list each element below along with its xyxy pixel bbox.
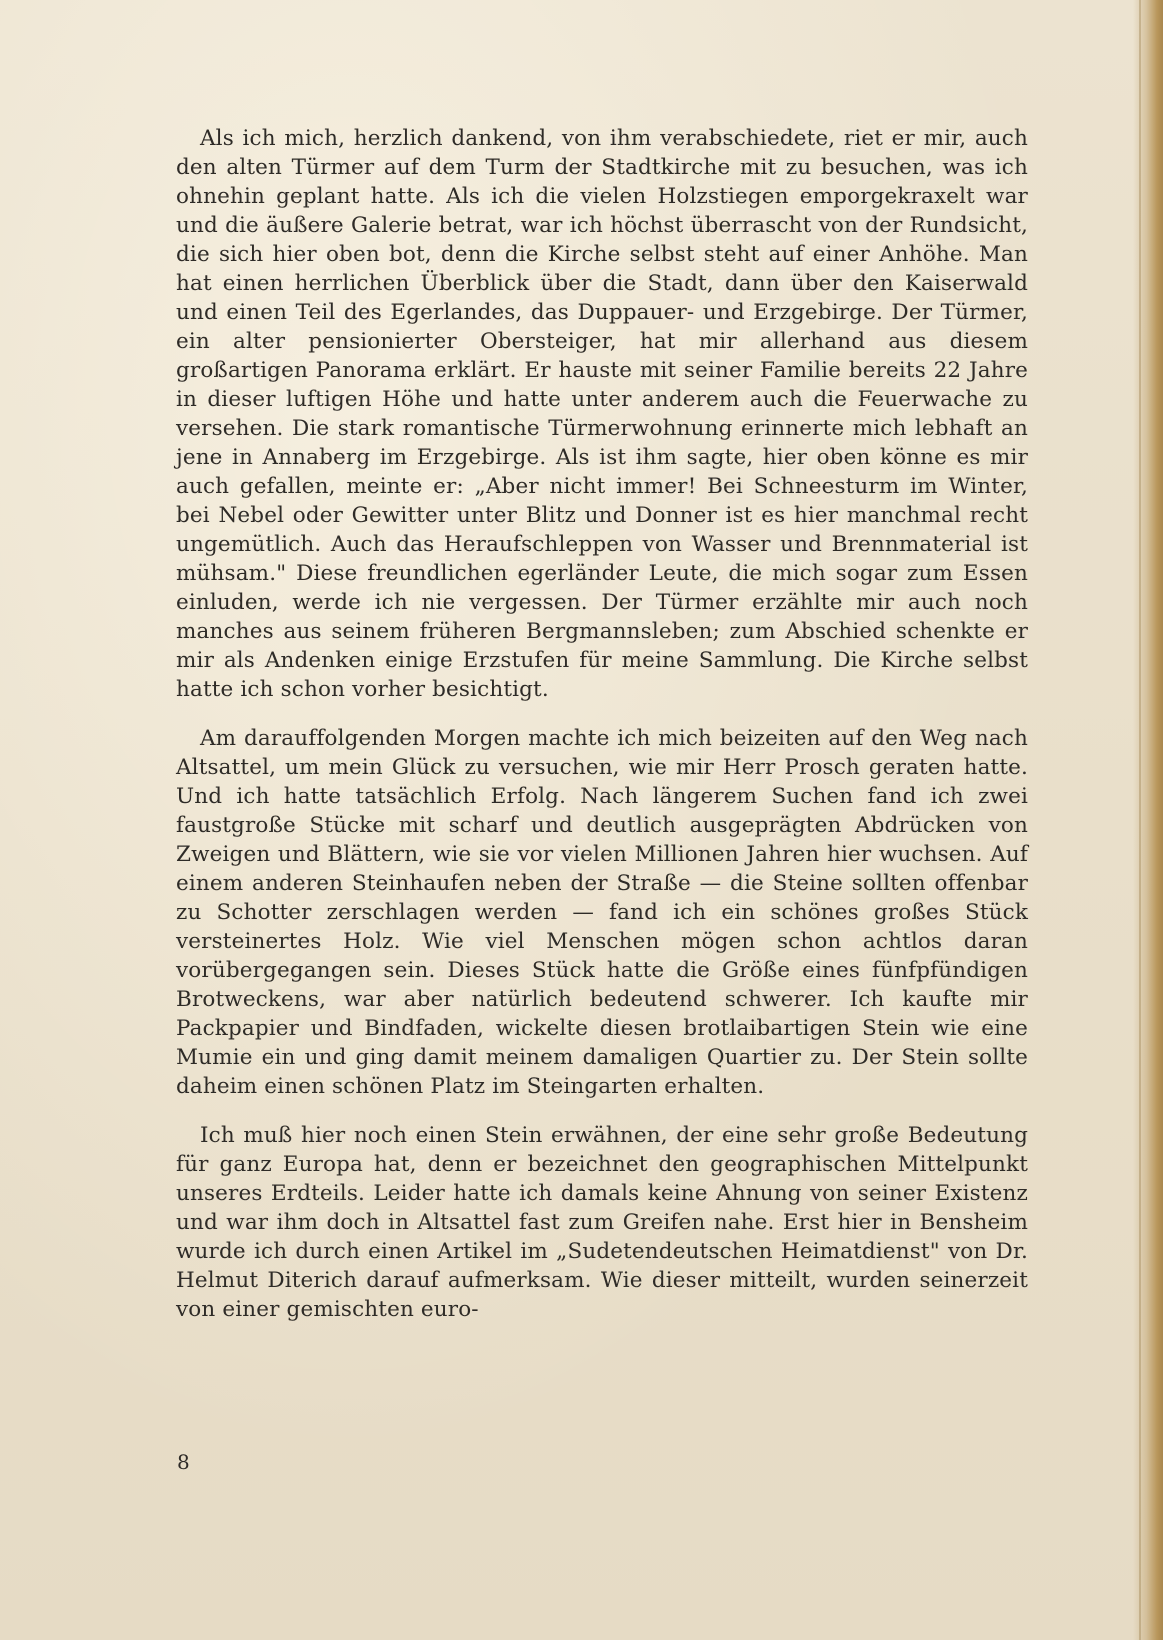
body-text [176, 124, 1028, 1324]
paragraph-2: Am darauffolgenden Morgen machte ich mich beizeiten auf den Weg nach Altsattel, um mein Glück zu versuchen, wie mir Herr Prosch geraten hatte. Und ich hatte tatsächlich Erfolg. Nach längerem Suchen fand ich zwei faustgroße Stücke mit scharf und deutlich ausgeprägten Abdrücken von Zweigen und Blättern, wie sie vor vielen Millionen Jahren hier wuchsen. Auf einem anderen Steinhaufen neben der Straße — die Steine sollten offenbar zu Schotter zerschlagen werden — fand ich ein schönes großes Stück versteinertes Holz. Wie viel Menschen mögen schon achtlos daran vorübergegangen sein. Dieses Stück hatte die Größe eines fünfpfündigen Brotweckens, war aber natürlich bedeutend schwerer. Ich kaufte mir Packpapier und Bindfaden, wickelte diesen brotlaibartigen Stein wie eine Mumie ein und ging damit meinem damaligen Quartier zu. Der Stein sollte daheim einen schönen Platz im Steingarten erhalten. [176, 726, 1028, 1099]
page-number: 8 [177, 1450, 190, 1474]
page-edge-shadow [1133, 0, 1163, 1640]
page-edge-line [1139, 0, 1141, 1640]
paragraph-3: Ich muß hier noch einen Stein erwähnen, der eine sehr große Bedeutung für ganz Europa hat, denn er bezeichnet den geographischen Mittelpunkt unseres Erdteils. Leider hatte ich damals keine Ahnung von seiner Existenz und war ihm doch in Altsattel fast zum Greifen nahe. Erst hier in Bensheim wurde ich durch einen Artikel im „Sudetendeutschen Heimatdienst" von Dr. Helmut Diterich darauf aufmerksam. Wie dieser mitteilt, wurden seinerzeit von einer gemischten euro- [176, 1123, 1028, 1322]
paragraph-1: Als ich mich, herzlich dankend, von ihm verabschiedete, riet er mir, auch den alten Türmer auf dem Turm der Stadtkirche mit zu besuchen, was ich ohnehin geplant hatte. Als ich die vielen Holzstiegen emporgekraxelt war und die äußere Galerie betrat, war ich höchst überrascht von der Rundsicht, die sich hier oben bot, denn die Kirche selbst steht auf einer Anhöhe. Man hat einen herrlichen Überblick über die Stadt, dann über den Kaiserwald und einen Teil des Egerlandes, das Duppauer- und Erzgebirge. Der Türmer, ein alter pensionierter Obersteiger, hat mir allerhand aus diesem großartigen Panorama erklärt. Er hauste mit seiner Familie bereits 22 Jahre in dieser luftigen Höhe und hatte unter anderem auch die Feuerwache zu versehen. Die stark romantische Türmerwohnung erinnerte mich lebhaft an jene in Annaberg im Erzgebirge. Als ist ihm sagte, hier oben könne es mir auch gefallen, meinte er: „Aber nicht immer! Bei Schneesturm im Winter, bei Nebel oder Gewitter unter Blitz und Donner ist es hier manchmal recht ungemütlich. Auch das Heraufschleppen von Wasser und Brennmaterial ist mühsam." Diese freundlichen egerländer Leute, die mich sogar zum Essen einluden, werde ich nie vergessen. Der Türmer erzählte mir auch noch manches aus seinem früheren Bergmannsleben; zum Abschied schenkte er mir als Andenken einige Erzstufen für meine Sammlung. Die Kirche selbst hatte ich schon vorher besichtigt. [176, 126, 1028, 702]
